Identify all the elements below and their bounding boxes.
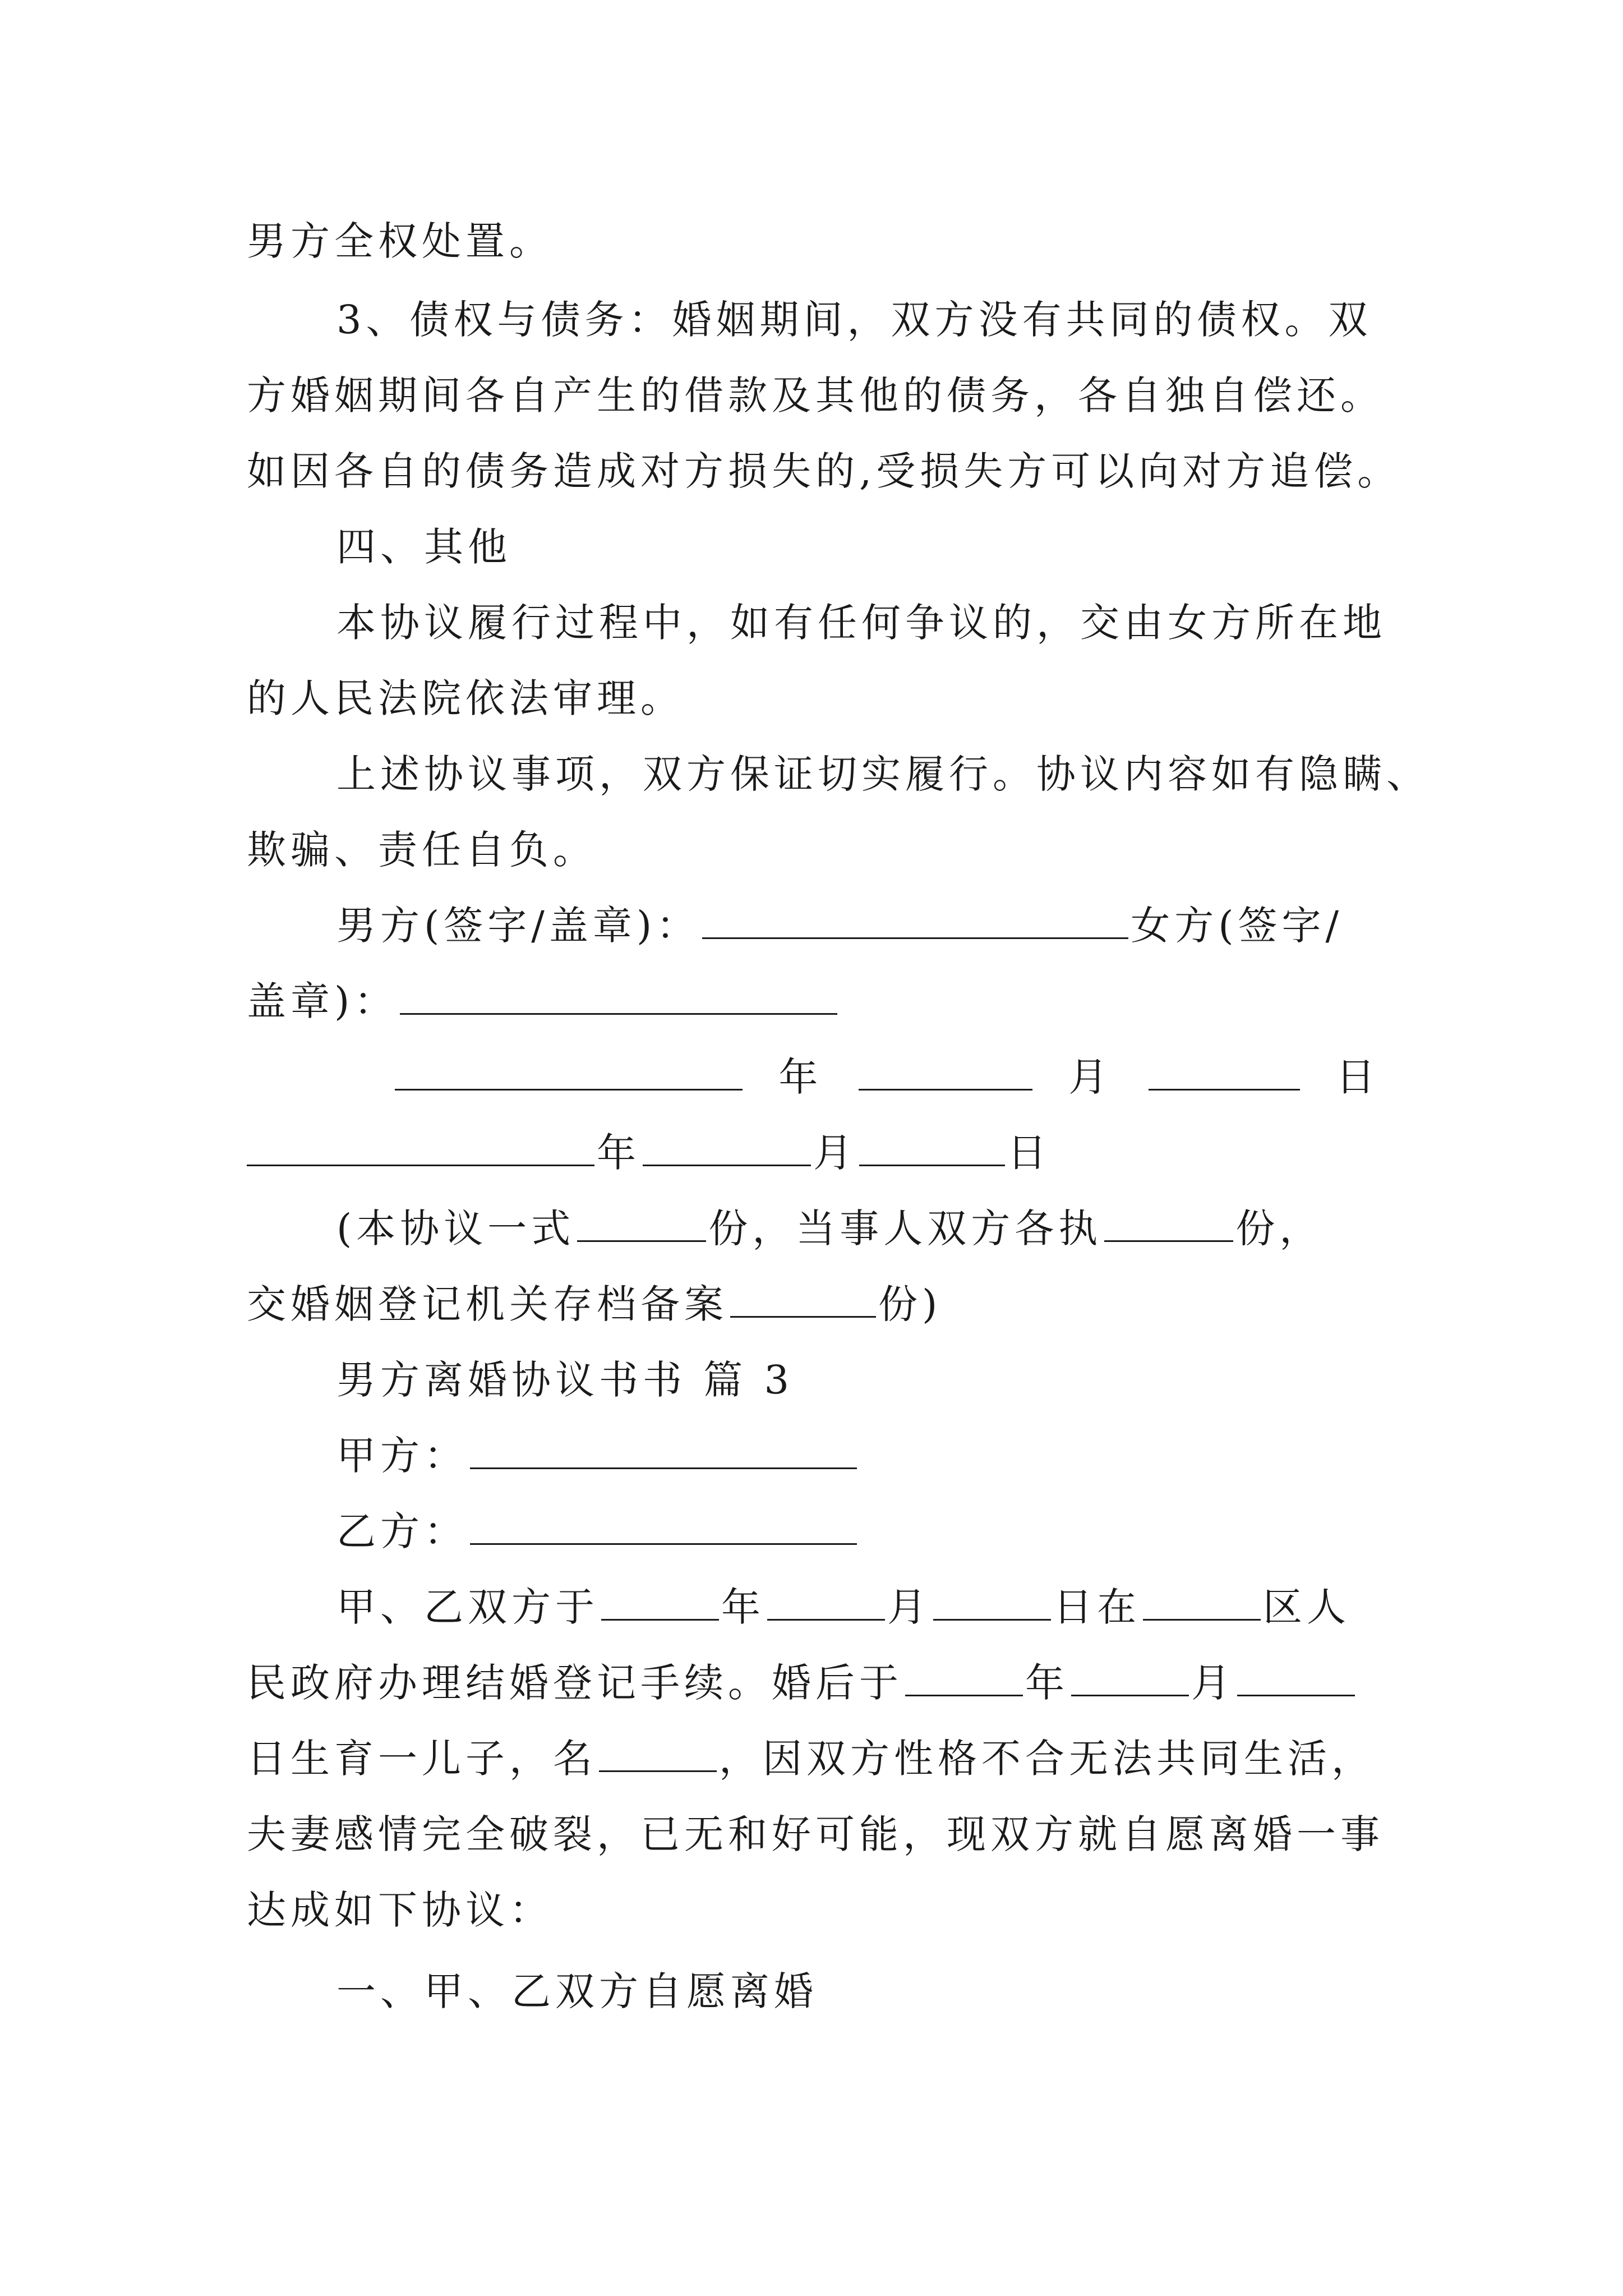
female-signature-label: 女方(签字/ bbox=[1131, 903, 1344, 949]
marriage-year-blank[interactable] bbox=[601, 1584, 719, 1621]
copies-each-blank[interactable] bbox=[1104, 1205, 1233, 1242]
month-label: 月 bbox=[813, 1130, 857, 1176]
text-fragment: 民政府办理结婚登记手续。婚后于 bbox=[247, 1660, 903, 1706]
text-line bbox=[247, 1655, 1380, 1711]
district-blank[interactable] bbox=[1143, 1584, 1261, 1621]
day-blank[interactable] bbox=[1149, 1054, 1300, 1091]
party-b-blank[interactable] bbox=[470, 1508, 857, 1545]
copies-text: 交婚姻登记机关存档备案 bbox=[247, 1281, 728, 1327]
copies-line bbox=[336, 1200, 1380, 1257]
birth-day-blank[interactable] bbox=[1237, 1660, 1355, 1696]
text-fragment: 日在 bbox=[1053, 1584, 1141, 1630]
text-line: 夫妻感情完全破裂，已无和好可能，现双方就自愿离婚一事 bbox=[247, 1811, 1384, 1857]
text-line: 方婚姻期间各自产生的借款及其他的债务，各自独自偿还。 bbox=[247, 372, 1384, 418]
copies-text: 份，当事人双方各执 bbox=[708, 1205, 1103, 1251]
party-a-line bbox=[336, 1428, 1380, 1484]
copies-text: 份， bbox=[1235, 1205, 1324, 1251]
text-line: 3、债权与债务：婚姻期间，双方没有共同的债权。双 bbox=[336, 297, 1372, 343]
male-signature-blank[interactable] bbox=[702, 903, 1128, 939]
male-signature-label: 男方(签字/盖章)： bbox=[336, 903, 700, 949]
text-line: 如因各自的债务造成对方损失的,受损失方可以向对方追偿。 bbox=[247, 448, 1401, 494]
year-blank[interactable] bbox=[247, 1130, 594, 1166]
text-line: 本协议履行过程中，如有任何争议的，交由女方所在地 bbox=[336, 600, 1386, 646]
party-b-label: 乙方： bbox=[336, 1508, 468, 1554]
copies-line bbox=[247, 1276, 1380, 1332]
birth-month-blank[interactable] bbox=[1071, 1660, 1189, 1696]
female-signature-blank[interactable] bbox=[400, 978, 837, 1015]
text-line: 达成如下协议： bbox=[247, 1887, 553, 1933]
section-heading: 四、其他 bbox=[336, 524, 511, 570]
text-line: 男方全权处置。 bbox=[247, 218, 553, 264]
month-blank[interactable] bbox=[643, 1130, 811, 1166]
text-fragment: ，因双方性格不合无法共同生活， bbox=[719, 1736, 1375, 1782]
text-fragment: 月 bbox=[887, 1584, 931, 1630]
text-fragment: 年 bbox=[1025, 1660, 1069, 1706]
child-name-blank[interactable] bbox=[599, 1736, 717, 1772]
date-line bbox=[393, 1049, 1380, 1105]
text-line: 欺骗、责任自负。 bbox=[247, 827, 597, 873]
copies-text: (本协议一式 bbox=[336, 1205, 575, 1251]
copies-archive-blank[interactable] bbox=[730, 1281, 876, 1318]
day-blank[interactable] bbox=[859, 1130, 1005, 1166]
text-line: 上述协议事项，双方保证切实履行。协议内容如有隐瞒、 bbox=[336, 751, 1430, 797]
text-fragment: 区人 bbox=[1263, 1584, 1350, 1630]
date-line bbox=[247, 1125, 1380, 1181]
text-line bbox=[336, 1579, 1380, 1635]
month-label: 月 bbox=[1068, 1054, 1113, 1100]
party-a-label: 甲方： bbox=[336, 1433, 468, 1479]
party-a-blank[interactable] bbox=[470, 1433, 857, 1469]
text-line: 的人民法院依法审理。 bbox=[247, 675, 684, 721]
copies-text: 份) bbox=[878, 1281, 942, 1327]
section-title: 男方离婚协议书书 篇 3 bbox=[336, 1357, 794, 1403]
text-line bbox=[247, 1731, 1380, 1787]
copies-total-blank[interactable] bbox=[577, 1205, 706, 1242]
month-blank[interactable] bbox=[859, 1054, 1032, 1091]
year-label: 年 bbox=[778, 1054, 823, 1100]
signature-line bbox=[336, 898, 1380, 954]
day-label: 日 bbox=[1007, 1130, 1051, 1176]
marriage-day-blank[interactable] bbox=[933, 1584, 1051, 1621]
female-signature-label-cont: 盖章)： bbox=[247, 978, 398, 1024]
text-line: 一、甲、乙双方自愿离婚 bbox=[336, 1968, 818, 2014]
signature-line bbox=[247, 973, 1380, 1029]
text-fragment: 日生育一儿子，名 bbox=[247, 1736, 597, 1782]
year-blank[interactable] bbox=[395, 1054, 743, 1091]
text-fragment: 月 bbox=[1191, 1660, 1235, 1706]
day-label: 日 bbox=[1335, 1054, 1380, 1100]
marriage-month-blank[interactable] bbox=[767, 1584, 885, 1621]
year-label: 年 bbox=[597, 1130, 640, 1176]
text-fragment: 甲、乙双方于 bbox=[336, 1584, 599, 1630]
party-b-line bbox=[336, 1503, 1380, 1559]
birth-year-blank[interactable] bbox=[905, 1660, 1023, 1696]
text-fragment: 年 bbox=[721, 1584, 765, 1630]
